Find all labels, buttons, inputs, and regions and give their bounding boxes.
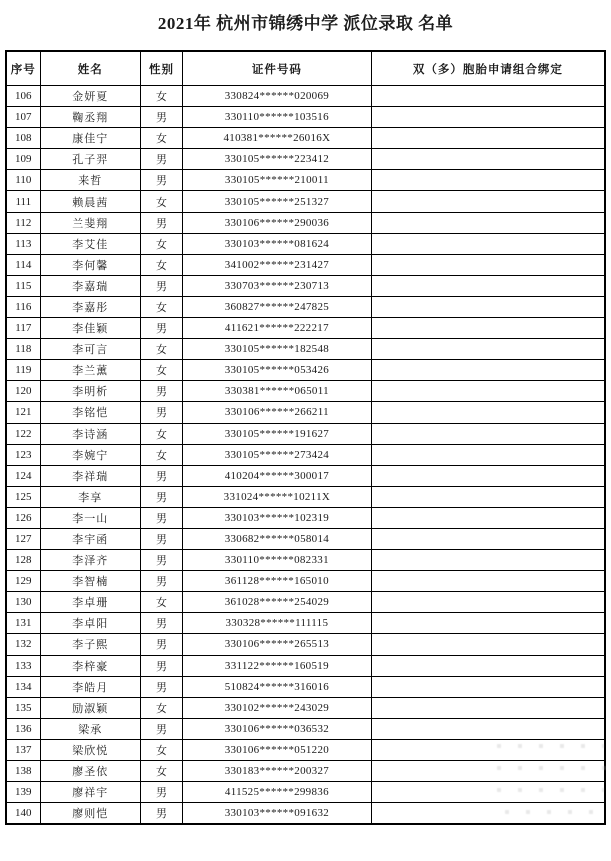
id-number-cell: 330103******081624: [183, 233, 372, 254]
student-name-cell: 李明析: [40, 381, 140, 402]
id-number-cell: 330106******266211: [183, 402, 372, 423]
table-row: [6, 170, 605, 191]
table-row: [6, 128, 605, 149]
student-name-cell: 兰斐翔: [40, 212, 140, 233]
student-name-cell: 来哲: [40, 170, 140, 191]
row-number-cell: 109: [6, 149, 40, 170]
id-number-cell: 330110******103516: [183, 107, 372, 128]
gender-cell: 男: [140, 803, 182, 825]
student-name-cell: 励淑颖: [40, 697, 140, 718]
row-number-cell: 123: [6, 444, 40, 465]
twin-binding-cell: [371, 402, 605, 423]
table-row: [6, 634, 605, 655]
row-number-cell: 131: [6, 613, 40, 634]
table-row: [6, 423, 605, 444]
row-number-cell: 111: [6, 191, 40, 212]
gender-cell: 男: [140, 655, 182, 676]
student-name-cell: 康佳宁: [40, 128, 140, 149]
row-number-cell: 140: [6, 803, 40, 825]
student-name-cell: 李卓珊: [40, 592, 140, 613]
table-row: [6, 528, 605, 549]
twin-binding-cell: [371, 149, 605, 170]
twin-binding-cell: [371, 507, 605, 528]
table-header-row: [6, 51, 605, 86]
twin-binding-cell: [371, 212, 605, 233]
twin-binding-cell: [371, 634, 605, 655]
twin-binding-cell: [371, 571, 605, 592]
page-title: 2021年 杭州市锦绣中学 派位录取 名单: [157, 14, 454, 33]
id-number-cell: 341002******231427: [183, 254, 372, 275]
twin-binding-cell: [371, 107, 605, 128]
gender-cell: 女: [140, 761, 182, 782]
row-number-cell: 114: [6, 254, 40, 275]
gender-cell: 男: [140, 718, 182, 739]
twin-binding-cell: [371, 423, 605, 444]
row-number-cell: 138: [6, 761, 40, 782]
row-number-cell: 133: [6, 655, 40, 676]
row-number-cell: 124: [6, 465, 40, 486]
student-name-cell: 李铭恺: [40, 402, 140, 423]
twin-binding-cell: [371, 655, 605, 676]
id-number-cell: 330381******065011: [183, 381, 372, 402]
gender-cell: 男: [140, 170, 182, 191]
table-row: [6, 803, 605, 825]
row-number-cell: 120: [6, 381, 40, 402]
student-name-cell: 廖圣依: [40, 761, 140, 782]
twin-binding-cell: [371, 550, 605, 571]
id-number-cell: 330106******036532: [183, 718, 372, 739]
id-number-cell: 361028******254029: [183, 592, 372, 613]
twin-binding-cell: [371, 86, 605, 107]
admission-roster-table: [5, 50, 606, 825]
id-number-cell: 410381******26016X: [183, 128, 372, 149]
student-name-cell: 李何馨: [40, 254, 140, 275]
row-number-cell: 112: [6, 212, 40, 233]
row-number-cell: 121: [6, 402, 40, 423]
id-number-cell: 411621******222217: [183, 318, 372, 339]
row-number-cell: 117: [6, 318, 40, 339]
table-row: [6, 86, 605, 107]
column-header-twin-binding: 双（多）胞胎申请组合绑定: [371, 51, 605, 86]
student-name-cell: 廖则恺: [40, 803, 140, 825]
id-number-cell: 331024******10211X: [183, 486, 372, 507]
student-name-cell: 梁欣悦: [40, 739, 140, 760]
gender-cell: 女: [140, 191, 182, 212]
gender-cell: 女: [140, 423, 182, 444]
twin-binding-cell: [371, 275, 605, 296]
gender-cell: 女: [140, 697, 182, 718]
row-number-cell: 130: [6, 592, 40, 613]
student-name-cell: 李宇函: [40, 528, 140, 549]
gender-cell: 男: [140, 402, 182, 423]
table-row: [6, 486, 605, 507]
id-number-cell: 510824******316016: [183, 676, 372, 697]
id-number-cell: 330106******290036: [183, 212, 372, 233]
twin-binding-cell: [371, 761, 605, 782]
student-name-cell: 李皓月: [40, 676, 140, 697]
id-number-cell: 331122******160519: [183, 655, 372, 676]
id-number-cell: 330105******182548: [183, 339, 372, 360]
row-number-cell: 118: [6, 339, 40, 360]
row-number-cell: 129: [6, 571, 40, 592]
table-row: [6, 761, 605, 782]
id-number-cell: 330106******265513: [183, 634, 372, 655]
table-row: [6, 275, 605, 296]
twin-binding-cell: [371, 381, 605, 402]
twin-binding-cell: [371, 613, 605, 634]
student-name-cell: 李一山: [40, 507, 140, 528]
table-row: [6, 212, 605, 233]
student-name-cell: 廖祥宇: [40, 782, 140, 803]
twin-binding-cell: [371, 191, 605, 212]
twin-binding-cell: [371, 339, 605, 360]
id-number-cell: 330824******020069: [183, 86, 372, 107]
id-number-cell: 360827******247825: [183, 296, 372, 317]
table-row: [6, 550, 605, 571]
table-row: [6, 592, 605, 613]
table-row: [6, 318, 605, 339]
table-row: [6, 402, 605, 423]
twin-binding-cell: [371, 803, 605, 825]
column-header-name: 姓名: [40, 51, 140, 86]
row-number-cell: 137: [6, 739, 40, 760]
twin-binding-cell: [371, 465, 605, 486]
row-number-cell: 134: [6, 676, 40, 697]
student-name-cell: 赖晨茜: [40, 191, 140, 212]
table-row: [6, 360, 605, 381]
twin-binding-cell: [371, 486, 605, 507]
twin-binding-cell: [371, 360, 605, 381]
table-row: [6, 676, 605, 697]
gender-cell: 男: [140, 212, 182, 233]
table-row: [6, 381, 605, 402]
gender-cell: 男: [140, 550, 182, 571]
row-number-cell: 116: [6, 296, 40, 317]
row-number-cell: 128: [6, 550, 40, 571]
gender-cell: 女: [140, 296, 182, 317]
id-number-cell: 330103******102319: [183, 507, 372, 528]
gender-cell: 男: [140, 528, 182, 549]
row-number-cell: 139: [6, 782, 40, 803]
student-name-cell: 李嘉彤: [40, 296, 140, 317]
gender-cell: 女: [140, 233, 182, 254]
twin-binding-cell: [371, 528, 605, 549]
table-row: [6, 107, 605, 128]
id-number-cell: 330105******053426: [183, 360, 372, 381]
id-number-cell: 330328******111115: [183, 613, 372, 634]
row-number-cell: 106: [6, 86, 40, 107]
row-number-cell: 126: [6, 507, 40, 528]
gender-cell: 女: [140, 86, 182, 107]
table-row: [6, 718, 605, 739]
table-row: [6, 233, 605, 254]
student-name-cell: 李佳颖: [40, 318, 140, 339]
gender-cell: 女: [140, 739, 182, 760]
student-name-cell: 梁承: [40, 718, 140, 739]
gender-cell: 男: [140, 107, 182, 128]
gender-cell: 男: [140, 676, 182, 697]
id-number-cell: 361128******165010: [183, 571, 372, 592]
id-number-cell: 330105******210011: [183, 170, 372, 191]
twin-binding-cell: [371, 592, 605, 613]
row-number-cell: 135: [6, 697, 40, 718]
table-row: [6, 444, 605, 465]
student-name-cell: 李祥瑞: [40, 465, 140, 486]
student-name-cell: 李智楠: [40, 571, 140, 592]
table-row: [6, 697, 605, 718]
row-number-cell: 115: [6, 275, 40, 296]
student-name-cell: 李兰薰: [40, 360, 140, 381]
row-number-cell: 119: [6, 360, 40, 381]
twin-binding-cell: [371, 739, 605, 760]
row-number-cell: 127: [6, 528, 40, 549]
twin-binding-cell: [371, 718, 605, 739]
id-number-cell: 330103******091632: [183, 803, 372, 825]
id-number-cell: 411525******299836: [183, 782, 372, 803]
student-name-cell: 李诗涵: [40, 423, 140, 444]
gender-cell: 男: [140, 486, 182, 507]
table-body: [6, 86, 605, 825]
gender-cell: 女: [140, 128, 182, 149]
row-number-cell: 122: [6, 423, 40, 444]
student-name-cell: 鞠丞翔: [40, 107, 140, 128]
gender-cell: 男: [140, 613, 182, 634]
id-number-cell: 330102******243029: [183, 697, 372, 718]
student-name-cell: 金妍夏: [40, 86, 140, 107]
twin-binding-cell: [371, 782, 605, 803]
gender-cell: 女: [140, 444, 182, 465]
gender-cell: 女: [140, 254, 182, 275]
column-header-id-number: 证件号码: [183, 51, 372, 86]
row-number-cell: 107: [6, 107, 40, 128]
gender-cell: 男: [140, 381, 182, 402]
row-number-cell: 136: [6, 718, 40, 739]
table-row: [6, 571, 605, 592]
student-name-cell: 李艾佳: [40, 233, 140, 254]
table-row: [6, 296, 605, 317]
row-number-cell: 125: [6, 486, 40, 507]
student-name-cell: 李享: [40, 486, 140, 507]
twin-binding-cell: [371, 170, 605, 191]
id-number-cell: 330110******082331: [183, 550, 372, 571]
gender-cell: 男: [140, 507, 182, 528]
gender-cell: 男: [140, 571, 182, 592]
row-number-cell: 110: [6, 170, 40, 191]
table-row: [6, 465, 605, 486]
student-name-cell: 李嘉瑞: [40, 275, 140, 296]
id-number-cell: 330105******191627: [183, 423, 372, 444]
twin-binding-cell: [371, 233, 605, 254]
twin-binding-cell: [371, 318, 605, 339]
student-name-cell: 李可言: [40, 339, 140, 360]
row-number-cell: 132: [6, 634, 40, 655]
twin-binding-cell: [371, 676, 605, 697]
gender-cell: 女: [140, 360, 182, 381]
row-number-cell: 108: [6, 128, 40, 149]
table-row: [6, 507, 605, 528]
table-row: [6, 149, 605, 170]
student-name-cell: 孔子羿: [40, 149, 140, 170]
gender-cell: 女: [140, 592, 182, 613]
student-name-cell: 李泽齐: [40, 550, 140, 571]
student-name-cell: 李梓豪: [40, 655, 140, 676]
table-row: [6, 191, 605, 212]
id-number-cell: 330183******200327: [183, 761, 372, 782]
gender-cell: 男: [140, 149, 182, 170]
id-number-cell: 330106******051220: [183, 739, 372, 760]
student-name-cell: 李卓阳: [40, 613, 140, 634]
twin-binding-cell: [371, 254, 605, 275]
gender-cell: 男: [140, 782, 182, 803]
id-number-cell: 330105******273424: [183, 444, 372, 465]
table-row: [6, 782, 605, 803]
table-row: [6, 613, 605, 634]
gender-cell: 男: [140, 634, 182, 655]
id-number-cell: 330105******251327: [183, 191, 372, 212]
gender-cell: 男: [140, 465, 182, 486]
student-name-cell: 李婉宁: [40, 444, 140, 465]
table-row: [6, 254, 605, 275]
id-number-cell: 330105******223412: [183, 149, 372, 170]
id-number-cell: 410204******300017: [183, 465, 372, 486]
column-header-no: 序号: [6, 51, 40, 86]
column-header-gender: 性别: [140, 51, 182, 86]
gender-cell: 女: [140, 339, 182, 360]
id-number-cell: 330703******230713: [183, 275, 372, 296]
twin-binding-cell: [371, 697, 605, 718]
table-row: [6, 739, 605, 760]
row-number-cell: 113: [6, 233, 40, 254]
table-row: [6, 655, 605, 676]
table-row: [6, 339, 605, 360]
twin-binding-cell: [371, 128, 605, 149]
gender-cell: 男: [140, 275, 182, 296]
twin-binding-cell: [371, 444, 605, 465]
student-name-cell: 李子熙: [40, 634, 140, 655]
twin-binding-cell: [371, 296, 605, 317]
gender-cell: 男: [140, 318, 182, 339]
id-number-cell: 330682******058014: [183, 528, 372, 549]
